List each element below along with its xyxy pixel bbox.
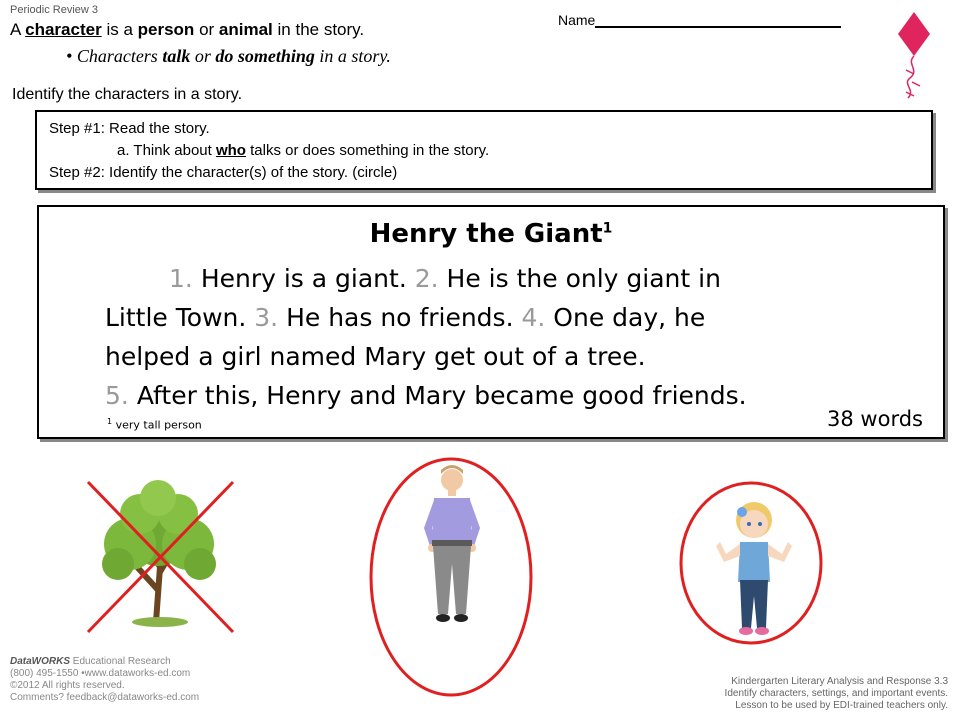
- step-1: Step #1: Read the story.: [49, 120, 210, 137]
- step-1a: a. Think about who talks or does something in the story.: [117, 142, 490, 159]
- sentence: One day, he: [553, 303, 706, 332]
- periodic-review-label: Periodic Review 3: [10, 4, 99, 16]
- girl-icon: [716, 502, 792, 635]
- sentence: helped a girl named Mary get out of a tree.: [105, 342, 646, 371]
- footnote: $^1$ very tall person: [107, 417, 202, 432]
- story-text: [105, 259, 885, 415]
- sentence: Henry is a giant.: [200, 264, 407, 293]
- footer-publisher: DataWORKS Educational Research (800) 495-1550 •www.dataworks-ed.com ©2012 All rights reserved. Comments? feedback@dataworks-ed.com: [10, 656, 200, 703]
- kite-icon: [890, 10, 940, 102]
- story-title: Henry the Giant$^1$: [369, 219, 613, 249]
- sentence-number: 2.: [414, 264, 439, 293]
- girl-picture[interactable]: [676, 478, 826, 648]
- step-2: Step #2: Identify the character(s) of the story. (circle): [49, 164, 398, 181]
- tree-picture[interactable]: [78, 472, 243, 642]
- sentence-number: 5.: [105, 381, 129, 410]
- man-icon: [424, 465, 480, 622]
- word-count: 38 words: [827, 407, 923, 431]
- sentence: Little Town.: [105, 303, 247, 332]
- steps-box: [35, 110, 933, 190]
- name-line[interactable]: [595, 12, 841, 28]
- brand-logo: DataWORKS: [10, 656, 71, 667]
- bullet-dot: •: [66, 46, 77, 66]
- name-label: Name: [558, 12, 596, 28]
- sentence-number: 1.: [169, 264, 193, 293]
- character-definition: A character is a person or animal in the story.: [10, 20, 365, 39]
- sentence: He has no friends.: [286, 303, 514, 332]
- footer-lesson-info: Kindergarten Literary Analysis and Response 3.3 Identify characters, settings, and important events. Lesson to be used by EDI-trained teachers only.: [724, 676, 948, 711]
- objective: Identify the characters in a story.: [12, 86, 243, 103]
- name-field[interactable]: [558, 12, 841, 28]
- sentence: He is the only giant in: [446, 264, 721, 293]
- term-character: character: [25, 20, 102, 39]
- definition-bullet: • Characters talk or do something in a story.: [66, 46, 391, 66]
- sentence-number: 4.: [521, 303, 546, 332]
- story-box: [37, 205, 945, 439]
- sentence-number: 3.: [254, 303, 279, 332]
- man-picture[interactable]: [366, 454, 536, 700]
- sentence: After this, Henry and Mary became good friends.: [136, 381, 747, 410]
